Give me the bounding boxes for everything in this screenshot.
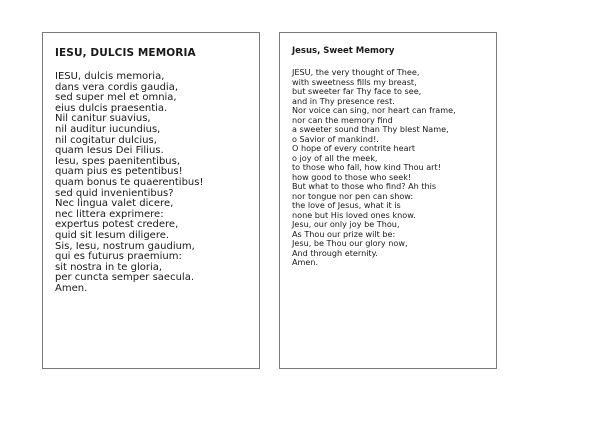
english-hymn-title: Jesus, Sweet Memory [292,46,395,56]
hymn-line: quam Iesus Dei Filius. [55,145,164,157]
hymn-line: sed super mel et omnia, [55,92,177,104]
hymn-line: per cuncta semper saecula. [55,272,194,284]
hymn-line: JESU, the very thought of Thee, [292,67,420,77]
hymn-line: Amen. [55,282,88,294]
hymn-line: a sweeter sound than Thy blest Name, [292,124,449,134]
hymn-line: and in Thy presence rest. [292,95,395,106]
hymn-line: IESU, dulcis memoria, [55,71,165,82]
hymn-line: quam pius es petentibus! [55,166,183,178]
hymn-line: Nil canitur suavius, [55,113,151,125]
latin-hymn-text [55,72,203,294]
hymn-line: quam bonus te quaerentibus! [55,176,204,188]
hymn-line: Nec lingua valet dicere, [55,198,174,210]
hymn-line: eius dulcis praesentia. [55,102,168,114]
hymn-line: Nor voice can sing, nor heart can frame, [292,105,456,115]
hymn-line: dans vera cordis gaudia, [55,81,179,93]
hymn-line: Iesu, spes paenitentibus, [55,155,181,167]
hymn-line: nec littera exprimere: [55,208,164,220]
hymn-line: sed quid invenientibus? [55,187,174,199]
hymn-line: Amen. [292,257,319,267]
english-hymn-panel [279,32,497,369]
hymn-line: nil auditur iucundius, [55,123,161,135]
hymn-line: Jesu, be Thou our glory now, [292,238,408,248]
hymn-line: but sweeter far Thy face to see, [292,86,422,96]
latin-hymn-title: IESU, DULCIS MEMORIA [55,47,196,59]
hymn-line: And through eternity. [292,247,378,258]
hymn-line: nor tongue nor pen can show: [292,190,414,201]
hymn-line: nor can the memory find [292,114,393,125]
hymn-line: qui es futurus praemium: [55,251,182,263]
hymn-line: quid sit Iesum diligere. [55,229,170,241]
hymn-line: with sweetness fills my breast, [292,76,417,87]
hymn-line: o joy of all the meek, [292,152,378,163]
hymn-line: Jesu, our only joy be Thou, [292,219,400,229]
hymn-line: to those who fall, how kind Thou art! [292,162,441,172]
hymn-line: Sis, Iesu, nostrum gaudium, [55,240,195,252]
hymn-line: expertus potest credere, [55,219,179,231]
hymn-line: O hope of every contrite heart [292,143,416,153]
hymn-line: none but His loved ones know. [292,209,416,220]
english-hymn-text [292,68,456,268]
hymn-line: sit nostra in te gloria, [55,261,163,273]
hymn-line: the love of Jesus, what it is [292,200,401,210]
hymn-line: But what to those who find? Ah this [292,181,437,191]
hymn-line: how good to those who seek! [292,171,412,182]
latin-hymn-panel [42,32,260,369]
hymn-line: As Thou our prize wilt be: [292,228,396,239]
hymn-line: nil cogitatur dulcius, [55,134,157,146]
hymn-line: o Savior of mankind!. [292,133,379,144]
